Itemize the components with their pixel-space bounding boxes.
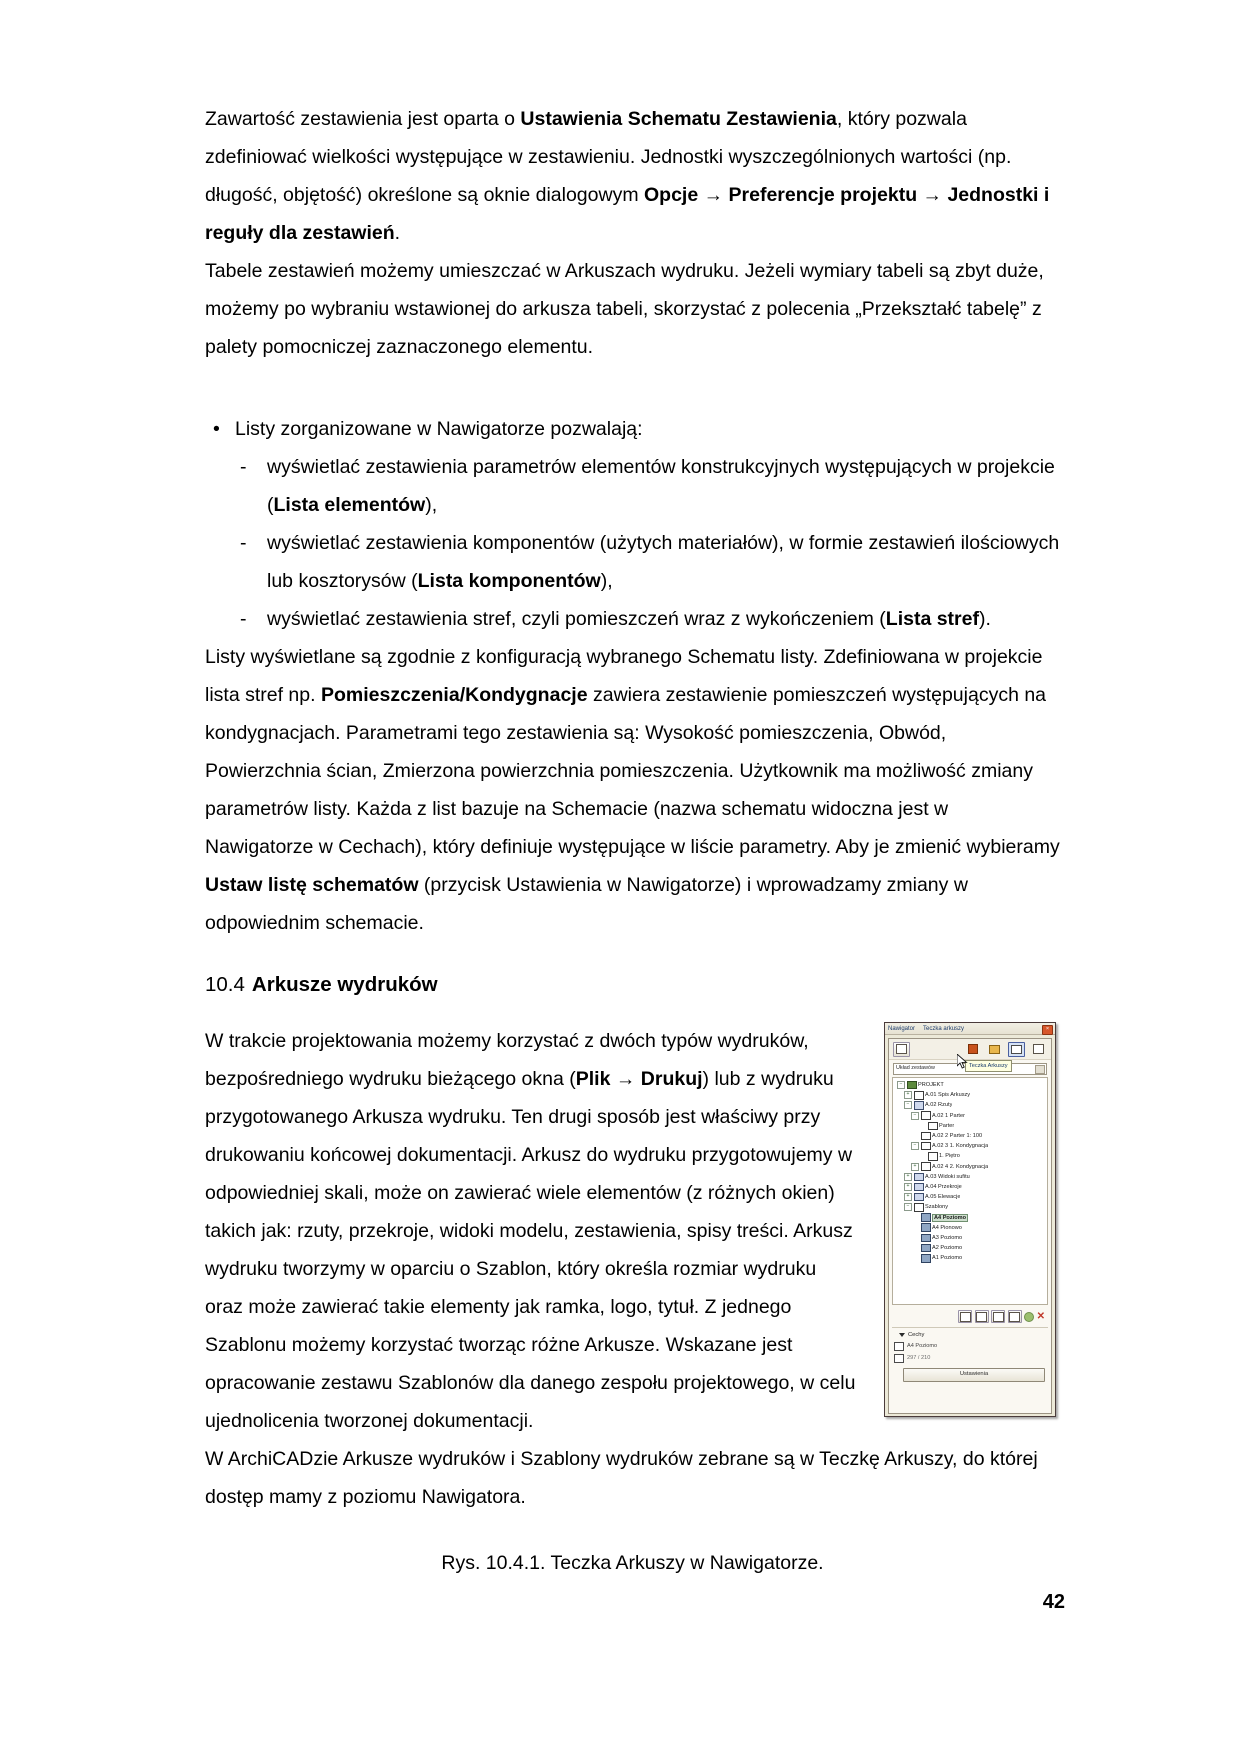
navigator-window bbox=[884, 1022, 1056, 1417]
tree-spacer bbox=[911, 1132, 919, 1140]
dash-item-bold: Lista stref bbox=[885, 608, 979, 630]
intro-arrow-2: → bbox=[917, 184, 948, 206]
folder-icon bbox=[914, 1203, 924, 1212]
folder-icon bbox=[928, 1122, 938, 1131]
body-bold-2: Drukuj bbox=[640, 1068, 703, 1090]
layout-book-button[interactable] bbox=[1008, 1042, 1025, 1057]
chevron-down-icon[interactable] bbox=[1035, 1065, 1045, 1074]
body-text-a: W trakcie projektowania możemy korzystać z dwóch typów wydruków, bezpośredniego wydruku bieżącego okna ( bbox=[205, 1030, 809, 1090]
bullet-list bbox=[205, 410, 1060, 942]
dash-item-bold: Lista komponentów bbox=[417, 570, 601, 592]
trailing-text-a: Listy wyświetlane są zgodnie z konfiguracją wybranego Schematu listy. Zdefiniowana w projekcie lista stref np. bbox=[205, 646, 1043, 706]
intro-text-c: , który pozwala zdefiniować wielkości występujące w zestawieniu. Jednostki wyszczególnionych wartości (np. długość, objętość) określone są oknie dialogowym bbox=[205, 108, 1012, 206]
dash-item bbox=[205, 448, 1060, 524]
collapse-icon[interactable]: − bbox=[904, 1203, 912, 1211]
dash-item-text-b: ). bbox=[978, 608, 991, 630]
property-name-value: A4 Poziomo bbox=[907, 1343, 938, 1349]
tree-item-label: A3 Poziomo bbox=[932, 1234, 963, 1241]
view-icon bbox=[914, 1101, 924, 1110]
tree-item[interactable] bbox=[894, 1121, 1046, 1131]
section-title: Arkusze wydruków bbox=[251, 973, 438, 996]
sheet-icon bbox=[921, 1111, 931, 1120]
dash-item-text-a: wyświetlać zestawienia stref, czyli pomieszczeń wraz z wykończeniem ( bbox=[267, 608, 886, 630]
tree-item[interactable] bbox=[894, 1233, 1046, 1243]
dash-item-bold: Lista elementów bbox=[273, 494, 426, 516]
new-layout-button[interactable] bbox=[958, 1310, 972, 1323]
dash-marker-icon: - bbox=[240, 456, 247, 478]
combo-value: Układ zestawów bbox=[896, 1065, 935, 1071]
expand-icon[interactable]: + bbox=[904, 1173, 912, 1181]
expand-icon[interactable]: + bbox=[911, 1163, 919, 1171]
tree-item-label: Parter bbox=[939, 1122, 955, 1129]
tree-spacer bbox=[911, 1224, 919, 1232]
view-icon bbox=[914, 1173, 924, 1182]
folder-icon bbox=[928, 1152, 938, 1161]
close-icon[interactable]: × bbox=[1042, 1025, 1053, 1035]
properties-group-header[interactable] bbox=[889, 1330, 1051, 1340]
trailing-bold-1: Pomieszczenia/Kondygnacje bbox=[320, 684, 588, 706]
navigator-tree[interactable] bbox=[892, 1077, 1048, 1305]
bullet-lead-text: Listy zorganizowane w Nawigatorze pozwalają: bbox=[235, 418, 643, 440]
section-heading bbox=[205, 968, 1060, 1002]
tree-item[interactable] bbox=[894, 1212, 1046, 1222]
dash-marker-icon: - bbox=[240, 608, 247, 630]
tree-item[interactable] bbox=[894, 1172, 1046, 1182]
tree-item-label: A.05 Elewacje bbox=[925, 1194, 961, 1201]
tree-item[interactable] bbox=[894, 1151, 1046, 1161]
body-text-c: ) lub z wydruku przygotowanego Arkusza wydruku. Ten drugi sposób jest właściwy przy drukowaniu końcowej dokumentacji. Arkusz do wydruku przygotowujemy w odpowiedniej skali, może on zawierać wiele elementów (z różnych okien) takich jak: rzuty, przekroje, widoki modelu, zestawienia, spisy treści. Arkusz wydruku tworzymy w oparciu o Szablon, który określa rozmiar wydruku oraz może zawierać takie elementy jak ramka, logo, tytuł. Z jednego Szablonu możemy korzystać tworząc różne Arkusze. Wskazane jest opracowanie zestawu Szablonów dla danego zespołu projektowego, w celu ujednolicenia tworzonej dokumentacji. bbox=[205, 1068, 856, 1432]
properties-group-label: Cechy bbox=[908, 1332, 925, 1338]
view-icon bbox=[914, 1193, 924, 1202]
tab-nawigator[interactable]: Nawigator bbox=[888, 1025, 916, 1032]
new-drawing-button[interactable] bbox=[1008, 1310, 1022, 1323]
tab-teczka-arkuszy[interactable]: Teczka arkuszy bbox=[923, 1025, 965, 1032]
tree-spacer bbox=[911, 1214, 919, 1222]
view-map-button[interactable] bbox=[986, 1042, 1003, 1057]
intro-bold-1: Ustawienia Schematu Zestawienia bbox=[520, 108, 837, 130]
layout-icon bbox=[1011, 1045, 1022, 1054]
new-subset-button[interactable] bbox=[975, 1310, 989, 1323]
bullet-lead-item bbox=[205, 410, 1060, 448]
dash-item-text-b: ), bbox=[600, 570, 613, 592]
tree-item-label: PROJEKT bbox=[918, 1082, 944, 1089]
layout-icon bbox=[921, 1213, 931, 1222]
intro-bold-2: Opcje bbox=[644, 184, 699, 206]
dash-item bbox=[205, 600, 1060, 638]
tree-spacer bbox=[911, 1234, 919, 1242]
new-master-button[interactable] bbox=[991, 1310, 1005, 1323]
property-size-row bbox=[889, 1352, 1051, 1364]
section-number: 10.4 bbox=[205, 973, 245, 996]
tree-item[interactable] bbox=[894, 1131, 1046, 1141]
new-master-icon bbox=[993, 1312, 1004, 1322]
intro-arrow-1: → bbox=[698, 184, 729, 206]
dash-marker-icon: - bbox=[240, 532, 247, 554]
tree-item-label: A.01 Spis Arkuszy bbox=[925, 1092, 971, 1099]
divider bbox=[892, 1327, 1048, 1328]
intro-text-end: . bbox=[394, 222, 401, 244]
property-name-row bbox=[889, 1340, 1051, 1352]
expand-icon[interactable]: + bbox=[904, 1091, 912, 1099]
tree-item[interactable] bbox=[894, 1162, 1046, 1172]
tree-item-label: A.02 2 Parter 1: 100 bbox=[932, 1133, 983, 1140]
trailing-text-c: zawiera zestawienie pomieszczeń występujących na kondygnacjach. Parametrami tego zestawienia są: Wysokość pomieszczenia, Obwód, Powierzchnia ścian, Zmierzona powierzchnia pomieszczenia. Użytkownik ma możliwość zmiany parametrów listy. Każda z list bazuje na Schemacie (nazwa schematu widoczna jest w Nawigatorze w Cechach), który definiuje występujące w liście parametry. Aby je zmienić wybieramy bbox=[205, 684, 1060, 858]
tree-item[interactable] bbox=[894, 1141, 1046, 1151]
dash-item-text-b: ), bbox=[425, 494, 438, 516]
trailing-bold-2: Ustaw listę schematów bbox=[205, 874, 419, 896]
tree-item-label: A4 Poziomo bbox=[934, 1214, 967, 1221]
body-block bbox=[205, 1022, 1060, 1516]
sheet-icon bbox=[921, 1162, 931, 1171]
dash-sublist bbox=[205, 448, 1060, 638]
tree-spacer bbox=[918, 1152, 926, 1160]
layout-icon bbox=[921, 1234, 931, 1243]
sheet-icon bbox=[921, 1132, 931, 1141]
tree-item-label: A.02 4 2. Kondygnacja bbox=[932, 1163, 989, 1170]
tree-item-label: A1 Poziomo bbox=[932, 1255, 963, 1262]
window-titlebar bbox=[885, 1023, 1055, 1035]
tree-item[interactable] bbox=[894, 1192, 1046, 1202]
delete-icon[interactable]: ✕ bbox=[1036, 1311, 1045, 1322]
tree-item[interactable] bbox=[894, 1182, 1046, 1192]
layout-icon bbox=[894, 1342, 904, 1351]
tree-item[interactable] bbox=[894, 1111, 1046, 1121]
intro-bold-3: Preferencje projektu bbox=[728, 184, 918, 206]
folder-icon bbox=[989, 1045, 1000, 1054]
tree-item-label: A.03 Widoki sufitu bbox=[925, 1173, 970, 1180]
tree-item-label: A.02 Rzuty bbox=[925, 1102, 953, 1109]
trailing-text-d: (przycisk Ustawienia w Nawigatorze) i wprowadzamy zmiany w odpowiednim schemacie. bbox=[205, 874, 968, 934]
layout-icon bbox=[921, 1223, 931, 1232]
dash-item bbox=[205, 524, 1060, 600]
new-drawing-icon bbox=[1009, 1312, 1020, 1322]
tree-item[interactable] bbox=[894, 1090, 1046, 1100]
toolbar-tooltip: Teczka Arkuszy bbox=[965, 1060, 1012, 1072]
collapse-icon[interactable]: − bbox=[904, 1101, 912, 1109]
intro-paragraph-1 bbox=[205, 100, 1060, 252]
tree-item-label: A.02 3 1. Kondygnacja bbox=[932, 1143, 989, 1150]
tree-item[interactable] bbox=[894, 1202, 1046, 1212]
tree-item-label: A2 Poziomo bbox=[932, 1245, 963, 1252]
tree-item[interactable] bbox=[894, 1100, 1046, 1110]
property-size-value: 297 / 210 bbox=[907, 1355, 931, 1361]
tree-item-label: A.04 Przekroje bbox=[925, 1183, 962, 1190]
page-number: 42 bbox=[1042, 1591, 1065, 1613]
expand-icon[interactable]: + bbox=[904, 1193, 912, 1201]
tree-item[interactable] bbox=[894, 1080, 1046, 1090]
window-body bbox=[888, 1038, 1052, 1414]
figure-navigator-screenshot bbox=[884, 1022, 1060, 1417]
bullet-marker-icon: • bbox=[213, 418, 220, 440]
layout-icon bbox=[921, 1254, 931, 1263]
new-subset-icon bbox=[976, 1312, 987, 1322]
tree-item-label: Szablony bbox=[925, 1204, 949, 1211]
tree-action-buttons bbox=[889, 1307, 1051, 1325]
tree-item-label: 1. Piętro bbox=[939, 1153, 960, 1160]
tree-item[interactable] bbox=[894, 1243, 1046, 1253]
page-content bbox=[205, 100, 1060, 1580]
dash-item-text-a: wyświetlać zestawienia komponentów (użytych materiałów), w formie zestawień ilościowych lub kosztorysów ( bbox=[267, 532, 1060, 592]
new-layout-icon bbox=[960, 1312, 971, 1322]
bullet-trailing-paragraph bbox=[205, 638, 1060, 942]
settings-button[interactable]: Ustawienia bbox=[903, 1368, 1045, 1382]
tree-item-label: A.02 1 Parter bbox=[932, 1112, 965, 1119]
body-paragraph-2: W ArchiCADzie Arkusze wydruków i Szablony wydruków zebrane są w Teczkę Arkuszy, do której dostęp mamy z poziomu Nawigatora. bbox=[205, 1448, 1038, 1508]
publish-icon bbox=[1033, 1044, 1044, 1054]
layout-icon bbox=[921, 1244, 931, 1253]
caret-down-icon bbox=[899, 1333, 905, 1337]
sheet-icon bbox=[914, 1091, 924, 1100]
size-icon bbox=[894, 1354, 904, 1363]
collapse-icon[interactable]: − bbox=[911, 1142, 919, 1150]
publisher-button[interactable] bbox=[1030, 1042, 1047, 1057]
update-icon[interactable] bbox=[1024, 1312, 1034, 1322]
view-icon bbox=[914, 1183, 924, 1192]
tree-spacer bbox=[911, 1254, 919, 1262]
tree-item[interactable] bbox=[894, 1223, 1046, 1233]
arrow-box-icon bbox=[896, 1044, 907, 1054]
sheet-icon bbox=[921, 1142, 931, 1151]
expand-icon[interactable]: + bbox=[904, 1183, 912, 1191]
tree-item[interactable] bbox=[894, 1253, 1046, 1263]
book-icon bbox=[968, 1044, 978, 1054]
body-arrow: → bbox=[610, 1068, 641, 1090]
figure-caption: Rys. 10.4.1. Teczka Arkuszy w Nawigatorze. bbox=[441, 1552, 824, 1574]
tree-spacer bbox=[918, 1122, 926, 1130]
navigator-menu-button[interactable] bbox=[893, 1042, 910, 1057]
intro-paragraph-2: Tabele zestawień możemy umieszczać w Arkuszach wydruku. Jeżeli wymiary tabeli są zbyt duże, możemy po wybraniu wstawionej do arkusza tabeli, skorzystać z polecenia „Przekształć tabelę” z palety pomocniczej zaznaczonego elementu. bbox=[205, 260, 1044, 358]
collapse-icon[interactable]: − bbox=[911, 1112, 919, 1120]
body-bold-1: Plik bbox=[575, 1068, 611, 1090]
dash-item-text-a: wyświetlać zestawienia parametrów elementów konstrukcyjnych występujących w projekcie ( bbox=[267, 456, 1055, 516]
collapse-icon[interactable]: − bbox=[897, 1081, 905, 1089]
intro-bold-4: Jednostki i reguły dla zestawień bbox=[205, 184, 1050, 244]
intro-text-a: Zawartość zestawienia jest oparta o bbox=[205, 108, 521, 130]
tree-item-label: A4 Pionowo bbox=[932, 1224, 962, 1231]
tree-spacer bbox=[911, 1244, 919, 1252]
project-icon bbox=[907, 1081, 917, 1090]
